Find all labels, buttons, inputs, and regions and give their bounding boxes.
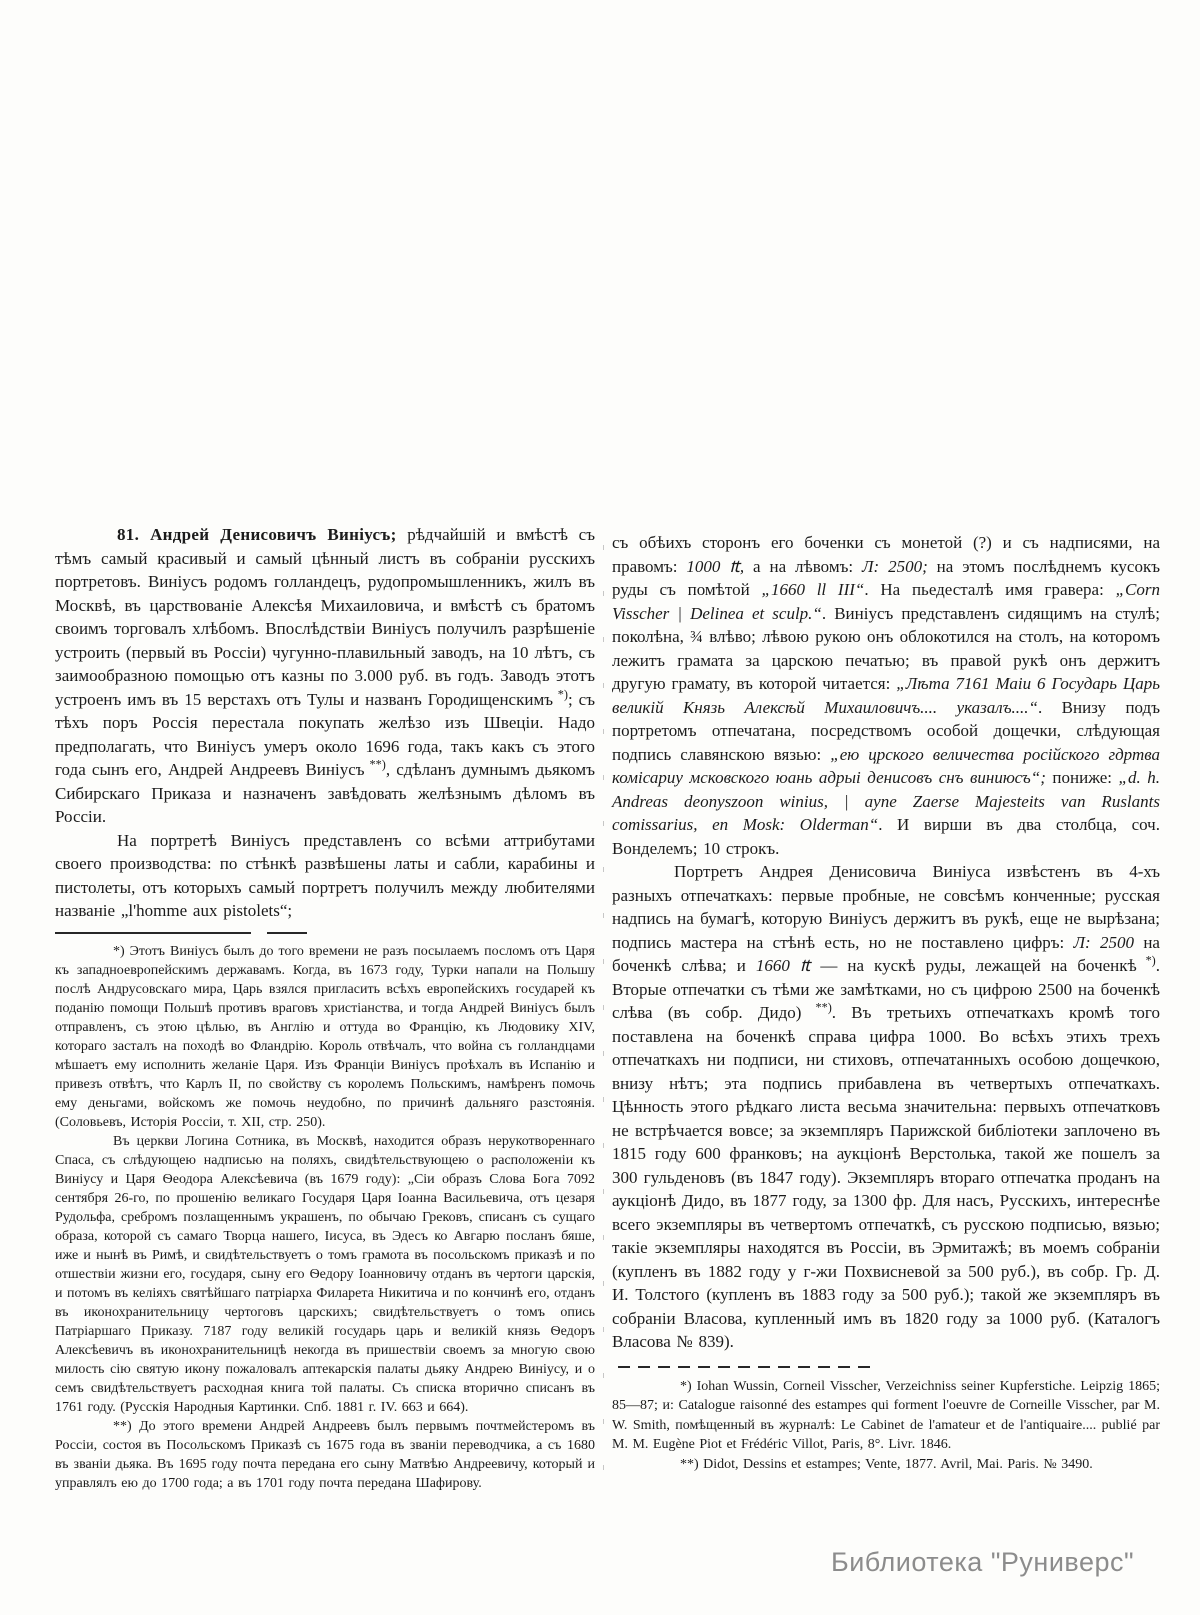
main-paragraph: съ обѣихъ сторонъ его боченки съ монетой (?) и съ надписями, на правомъ: 1000 ₶, а на лѣвомъ: Л: 2500; на этомъ послѣднемъ кусокъ руды съ помѣтой „1660 ll III“. На пьедесталѣ имя гравера: „Corn Visscher | Delinea et sculp.“. Виніусъ представленъ сидящимъ на стулѣ; поколѣна, ¾ влѣво; лѣвою рукою онъ облокотился на столъ, на которомъ лежитъ грамата за царскою печатью; въ правой рукѣ онъ держитъ другую грамату, въ которой читается: „Лѣта 7161 Маіи 6 Государь Царь великій Князь Алексѣй Михаиловичъ.... указалъ....“. Внизу подъ портретомъ отпечатана, посредствомъ особой дощечки, слѣдующая подпись славянскою вязью: „ею црского величества російского гдртва комісариу мсковского юань адрыі денисовъ снъ виниюсъ“; пониже: „d. h. Andreas deonyszoon winius, | ayne Zaerse Majesteits van Ruslants comissarius, en Mosk: Olderman“. И вирши въ два столбца, соч. Вонделемъ; 10 строкъ. [612, 533, 1161, 858]
main-paragraph: На портретѣ Виніусъ представленъ со всѣми аттрибутами своего производства: по стѣнкѣ развѣшены латы и сабли, карабины и пистолеты, отъ которыхъ самый портретъ получилъ между любителями названіе „l'homme aux pistolets“; [55, 830, 595, 920]
main-paragraph: Портретъ Андрея Денисовича Виніуса извѣстенъ въ 4-хъ разныхъ отпечаткахъ: первые пробные, не совсѣмъ конченные; русская надпись на бумагѣ, которую Виніусъ держитъ въ рукѣ, еще не вырѣзана; подпись мастера на стѣнѣ есть, но не поставлено цифръ: Л: 2500 на боченкѣ слѣва; и 1660 ₶ — на кускѣ руды, лежащей на боченкѣ *). Вторые отпечатки съ тѣми же замѣтками, но съ цифрою 2500 на боченкѣ слѣва (въ собр. Дидо) **). Въ третьихъ отпечаткахъ кромѣ того поставлена на боченкѣ справа цифра 1000. Во всѣхъ этихъ трехъ отпечаткахъ ни подписи, ни стиховъ, отпечатанныхъ особою дощечкою, внизу нѣтъ; эта подпись прибавлена въ четвертыхъ отпечаткахъ. Цѣнность этого рѣдкаго листа весьма значительна: первыхъ отпечатковъ не встрѣчается вовсе; за экземпляръ Парижской библіотеки заплочено въ 1815 году 600 франковъ; на аукціонѣ Верстолька, такой же пошелъ за 300 гульденовъ (въ 1847 году). Экземпляръ втораго отпечатка проданъ на аукціонѣ Дидо, въ 1877 году, за 1300 фр. Для насъ, Русскихъ, интереснѣе всего экземпляры въ четвертомъ отпечаткѣ, съ русскою подписью, вязью; такіе экземпляры находятся въ Россіи, въ Эрмитажѣ; въ моемъ собраніи (купленъ въ 1882 году у г-жи Похвисневой за 500 руб.), въ собр. Гр. Д. И. Толстого (купленъ въ 1883 году за 500 руб.); такой же экземпляръ въ собраніи Власова, купленный имъ въ 1820 году за 1000 руб. (Каталогъ Власова № 839). [612, 862, 1161, 1351]
main-paragraph: 81. Андрей Денисовичъ Виніусъ; рѣдчайшій и вмѣстѣ съ тѣмъ самый красивый и самый цѣнный листъ въ собраніи русскихъ портретовъ. Виніусъ родомъ голландецъ, рудопромышленникъ, жилъ въ Москвѣ, въ царствованіе Алексѣя Михаиловича, и вмѣстѣ съ братомъ своимъ торговалъ хлѣбомъ. Впослѣдствіи Виніусъ получилъ разрѣшеніе устроить (первый въ Россіи) чугунно-плавильный заводъ, на 10 лѣтъ, съ заимообразною помощью отъ казны по 3.000 руб. въ годъ. Заводъ этотъ устроенъ имъ въ 15 верстахъ отъ Тулы и названъ Городищенскимъ *); съ тѣхъ поръ Россія перестала покупать желѣзо изъ Швеціи. Надо предполагать, что Виніусъ умеръ около 1696 года, такъ какъ съ этого года сынъ его, Андрей Андреевъ Виніусъ **), сдѣланъ думнымъ дьякомъ Сибирскаго Приказа и назначенъ завѣдовать желѣзнымъ дѣломъ въ Россіи. [55, 525, 596, 826]
footnote-separator [55, 932, 595, 935]
footnote-paragraph: Въ церкви Логина Сотника, въ Москвѣ, находится образъ нерукотвореннаго Спаса, съ слѣдующею надписью на поляхъ, свидѣтельствующею о расположеніи къ Виніусу и Царя Ѳеодора Алексѣевича (въ 1679 году): „Сіи образъ Слова Бога 7092 сентября 26-го, по прошенію великаго Государя Царя Іоанна Васильевича, отъ цезаря Рудольфа, сребромъ позлащеннымъ украшенъ, по обычаю Грековъ, списанъ съ сущаго образа, которой съ самаго Творца нашего, Іисуса, въ Эдесъ ко Авгарю посланъ бяше, иже и нынѣ въ Римѣ, и свидѣтельствуетъ о томъ грамота въ посольскомъ приказѣ и по отшествіи жизни его, государя, сыну его Ѳедору Іоанновичу отданъ въ чертоги царскія, и потомъ въ келіяхъ святѣйшаго патріарха Филарета Никитича и по кончинѣ его, отданъ въ иконохранительницу чертоговъ царскихъ; свидѣтельствуетъ о томъ опись Патріаршаго Приказу. 7187 году великій государь царь и великій князь Ѳедоръ Алексѣевичъ въ иконохранительницѣ некогда въ пришествіи своемъ за многую свою милость сію святую икону пожаловалъ аптекарскія палаты дьяку Андрею Виніусу, и о семъ свидѣтельствуетъ расходная книга той палаты. Съ списка вторично списанъ въ 1761 году. (Русскія Народныя Картинки. Спб. 1881 г. IV. 663 и 664). [55, 1133, 595, 1415]
right-column [612, 531, 1160, 1474]
footnote-paragraph: *) Iohan Wussin, Corneil Visscher, Verzeichniss seiner Kupferstiche. Leipzig 1865; 85—87; и: Catalogue raisonné des estampes qui forment l'oeuvre de Corneille Visscher, par M. W. Smith, помѣщенный въ журналѣ: Le Cabinet de l'amateur et de l'antiquaire.... publié par M. M. Eugène Piot et Frédéric Villot, Paris, 8°. Livr. 1846. [612, 1378, 1160, 1452]
watermark-text: Библиотека "Руниверс" [831, 1547, 1135, 1577]
footnote-paragraph: *) Этотъ Виніусъ былъ до того времени не разъ посылаемъ посломъ отъ Царя къ западноевропейскимъ державамъ. Когда, въ 1673 году, Турки напали на Польшу послѣ Андрусовскаго мира, Царь взялся пригласить всѣхъ европейскихъ государей къ поданію помощи Польшѣ противъ враговъ христіанства, и тогда Андрей Виніусъ былъ отправленъ, съ этою цѣлью, въ Англію и оттуда во Францію, къ Людовику XIV, котораго засталъ на походѣ во Фландрію. Король отвѣчалъ, что война съ голландцами мѣшаетъ ему исполнить желаніе Царя. Изъ Франціи Виніусъ проѣхалъ въ Испанію и привезъ отвѣтъ, что Карлъ II, по свойству съ королемъ Польскимъ, намѣренъ помочь ему деньгами, войскомъ же помочь неудобно, по причинѣ дальняго разстоянія. (Соловьевъ, Исторія Россіи, т. XII, стр. 250). [55, 943, 595, 1130]
scan-artifact-line [603, 545, 604, 1495]
footnote-paragraph: **) Didot, Dessins et estampes; Vente, 1877. Avril, Mai. Paris. № 3490. [680, 1456, 1093, 1472]
footnote-paragraph: **) До этого времени Андрей Андреевъ былъ первымъ почтмейстеромъ въ Россіи, состоя въ Посольскомъ Приказѣ съ 1675 года въ званіи переводчика, а съ 1680 въ званіи дьяка. Въ 1695 году почта передана его сыну Матвѣю Андреевичу, который и управлялъ ею до 1700 года; а въ 1701 году почта передана Шафирову. [55, 1418, 595, 1491]
footnote-separator [618, 1366, 874, 1368]
left-column [55, 523, 595, 1493]
